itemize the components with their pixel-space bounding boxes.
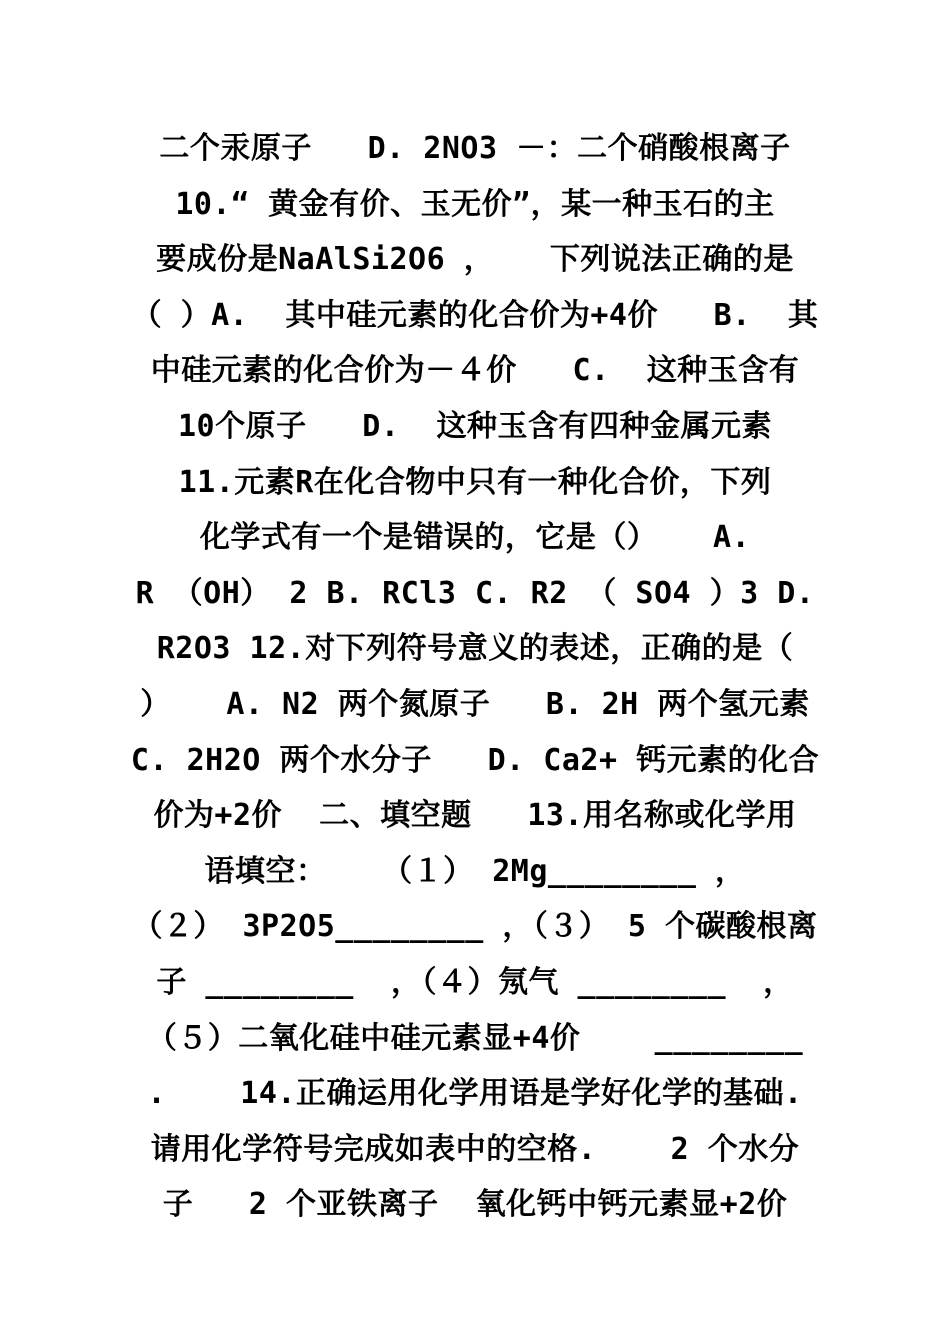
text-line: 子 2 个亚铁离子 氧化钙中钙元素显+2价: [162, 1187, 788, 1223]
text-line: R2O3 12.对下列符号意义的表述，正确的是（: [156, 631, 794, 667]
text-line: . 14.正确运用化学用语是学好化学的基础.: [147, 1076, 803, 1112]
text-line: （５）二氧化硅中硅元素显+4价 ________: [146, 1020, 804, 1056]
text-line: 要成份是NaAlSi2O6 ， 下列说法正确的是: [156, 242, 794, 278]
text-line: 10.“ 黄金有价、玉无价”，某一种玉石的主: [175, 186, 775, 222]
text-line: 化学式有一个是错误的，它是（） A.: [199, 520, 751, 556]
text-line: 请用化学符号完成如表中的空格. 2 个水分: [150, 1131, 800, 1167]
text-line: R （OH） 2 B. RCl3 C. R2 （ SO4 ）3 D.: [135, 575, 815, 611]
text-line: （２） 3P2O5________ ，（３） 5 个碳酸根离: [132, 909, 818, 945]
text-line: 语填空： （１） 2Mg________ ，: [204, 853, 746, 889]
document-body: [130, 121, 820, 1233]
text-line: 中硅元素的化合价为－４价 C. 这种玉含有: [150, 353, 800, 389]
text-line: 11.元素R在化合物中只有一种化合价，下列: [178, 464, 772, 500]
text-line: 价为+2价 二、填空题 13.用名称或化学用: [153, 798, 797, 834]
text-line: （ ）A. 其中硅元素的化合价为+4价 B. 其: [131, 297, 819, 333]
text-line: 二个汞原子 D. 2NO3 －：二个硝酸根离子: [159, 131, 791, 166]
text-line: 10个原子 D. 这种玉含有四种金属元素: [177, 408, 773, 444]
text-line: C. 2H2O 两个水分子 D. Ca2+ 钙元素的化合: [130, 742, 820, 778]
text-line: ） A. N2 两个氮原子 B. 2H 两个氢元素: [140, 686, 810, 722]
text-line: 子 ________ ，（４）氖气 ________ ，: [156, 964, 794, 1000]
